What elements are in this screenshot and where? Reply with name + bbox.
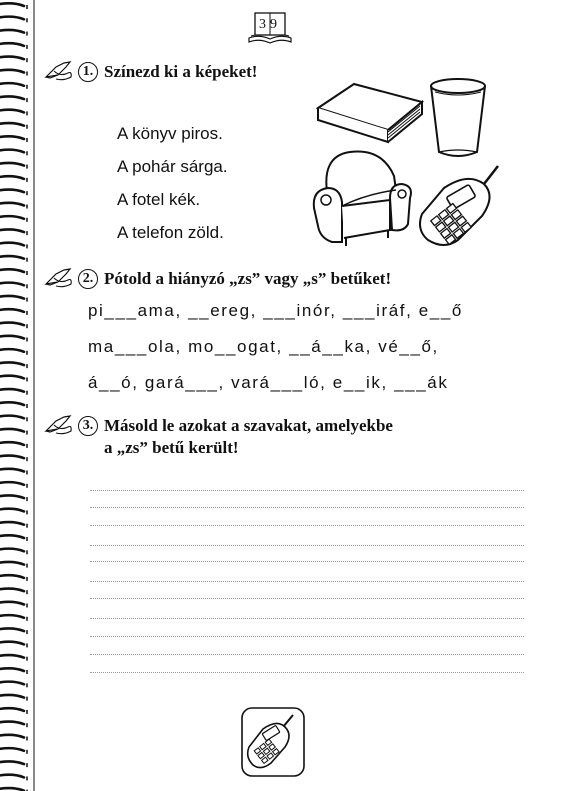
mobile-phone-icon [241, 707, 305, 777]
mobile-phone-icon [414, 160, 504, 248]
writing-line[interactable] [90, 654, 524, 655]
writing-line[interactable] [90, 561, 524, 562]
writing-line[interactable] [90, 598, 524, 599]
writing-line[interactable] [90, 490, 524, 491]
fill-line-3: á__ó, gará___, vará___ló, e__ik, ___ák [88, 373, 449, 392]
sentence-armchair: A fotel kék. [117, 190, 201, 209]
page-number: 39 [259, 17, 281, 32]
exercise-number: 1. [78, 62, 98, 82]
writing-line[interactable] [90, 581, 524, 582]
armchair-icon [310, 146, 414, 246]
exercise-title-line-2: a „zs” betű került! [104, 438, 239, 457]
fill-line-2: ma___ola, mo__ogat, __á__ka, vé__ő, [88, 337, 439, 356]
pencil-hand-icon [44, 413, 74, 435]
cup-icon [427, 76, 489, 160]
exercise-title: Pótold a hiányzó „zs” vagy „s” betűket! [104, 269, 392, 288]
fill-line-1: pi___ama, __ereg, ___inór, ___iráf, e__ő [88, 301, 463, 320]
exercise-title: Színezd ki a képeket! [104, 62, 258, 81]
writing-line[interactable] [90, 545, 524, 546]
book-icon [314, 80, 424, 146]
sentence-phone: A telefon zöld. [117, 223, 224, 242]
exercise-title [104, 415, 393, 459]
pencil-hand-icon [44, 59, 74, 81]
writing-line[interactable] [90, 636, 524, 637]
exercise-2-fill-in-lines [88, 293, 463, 401]
sentence-book: A könyv piros. [117, 124, 223, 143]
exercise-2-heading [44, 268, 391, 290]
exercise-1-heading [44, 61, 257, 83]
writing-line[interactable] [90, 525, 524, 526]
page-number-badge [247, 10, 293, 44]
writing-line[interactable] [90, 507, 524, 508]
exercise-number: 2. [78, 269, 98, 289]
exercise-1-sentences [117, 117, 228, 249]
exercise-title-line-1: Másold le azokat a szavakat, amelyekbe [104, 416, 393, 435]
writing-line[interactable] [90, 672, 524, 673]
exercise-number: 3. [78, 416, 98, 436]
pencil-hand-icon [44, 266, 74, 288]
exercise-3-heading [44, 415, 393, 459]
spiral-binding [0, 0, 40, 791]
sentence-cup: A pohár sárga. [117, 157, 228, 176]
writing-line[interactable] [90, 618, 524, 619]
